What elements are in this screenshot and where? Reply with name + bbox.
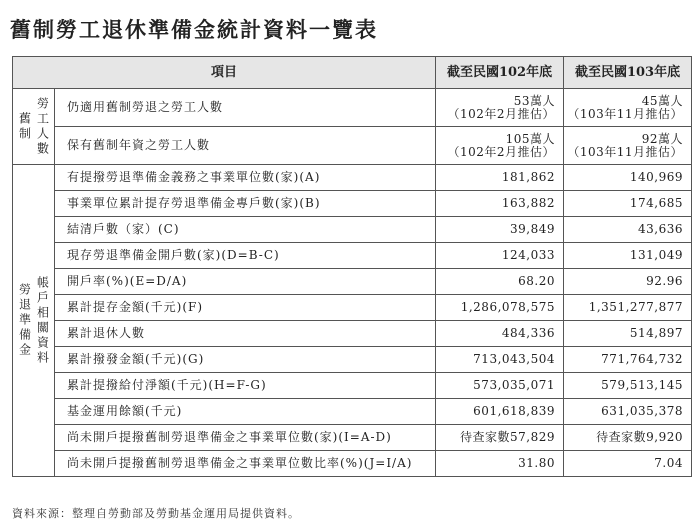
row-value-102: 53萬人 （102年2月推估） bbox=[436, 89, 564, 127]
row-value-102: 68.20 bbox=[436, 269, 564, 295]
row-item: 累計提存金額(千元)(F) bbox=[55, 295, 436, 321]
row-value-103: 45萬人 （103年11月推估） bbox=[564, 89, 692, 127]
table-row bbox=[13, 243, 692, 269]
row-value-103: 7.04 bbox=[564, 451, 692, 477]
group-label-part: 帳戶相關資料 bbox=[35, 275, 50, 366]
row-value-103: 771,764,732 bbox=[564, 347, 692, 373]
statistics-table bbox=[12, 56, 692, 477]
row-value-103: 140,969 bbox=[564, 165, 692, 191]
source-note: 資料來源：整理自勞動部及勞動基金運用局提供資料。 bbox=[12, 507, 300, 520]
row-value-102: 163,882 bbox=[436, 191, 564, 217]
row-item: 仍適用舊制勞退之勞工人數 bbox=[55, 89, 436, 127]
table-row bbox=[13, 89, 692, 127]
row-value-102: 713,043,504 bbox=[436, 347, 564, 373]
table-row bbox=[13, 127, 692, 165]
group-label-part: 舊制 bbox=[17, 111, 32, 142]
group-label-part: 勞工人數 bbox=[35, 96, 50, 157]
header-col-102: 截至民國102年底 bbox=[436, 57, 564, 89]
row-value-102: 601,618,839 bbox=[436, 399, 564, 425]
row-value-103: 631,035,378 bbox=[564, 399, 692, 425]
group-label-accounts bbox=[13, 165, 55, 477]
row-item: 現存勞退準備金開戶數(家)(D=B-C) bbox=[55, 243, 436, 269]
row-item: 事業單位累計提存勞退準備金專戶數(家)(B) bbox=[55, 191, 436, 217]
row-value-103: 131,049 bbox=[564, 243, 692, 269]
row-value-102: 1,286,078,575 bbox=[436, 295, 564, 321]
row-value-102: 181,862 bbox=[436, 165, 564, 191]
table-row bbox=[13, 373, 692, 399]
row-value-103: 514,897 bbox=[564, 321, 692, 347]
table-header-row bbox=[13, 57, 692, 89]
row-item: 開戶率(%)(E=D/A) bbox=[55, 269, 436, 295]
row-value-102: 105萬人 （102年2月推估） bbox=[436, 127, 564, 165]
table-row bbox=[13, 191, 692, 217]
table-row bbox=[13, 451, 692, 477]
group-label-part: 勞退準備金 bbox=[17, 283, 32, 358]
table-row bbox=[13, 217, 692, 243]
row-item: 基金運用餘額(千元) bbox=[55, 399, 436, 425]
row-value-102: 待查家數57,829 bbox=[436, 425, 564, 451]
row-value-103: 43,636 bbox=[564, 217, 692, 243]
row-value-103: 579,513,145 bbox=[564, 373, 692, 399]
table-row bbox=[13, 295, 692, 321]
row-value-103: 92.96 bbox=[564, 269, 692, 295]
row-item: 有提撥勞退準備金義務之事業單位數(家)(A) bbox=[55, 165, 436, 191]
header-col-103: 截至民國103年底 bbox=[564, 57, 692, 89]
row-item: 保有舊制年資之勞工人數 bbox=[55, 127, 436, 165]
row-item: 尚未開戶提撥舊制勞退準備金之事業單位數(家)(I=A-D) bbox=[55, 425, 436, 451]
row-value-103: 待查家數9,920 bbox=[564, 425, 692, 451]
table-row bbox=[13, 425, 692, 451]
group-label-workers bbox=[13, 89, 55, 165]
row-value-102: 31.80 bbox=[436, 451, 564, 477]
row-value-103: 174,685 bbox=[564, 191, 692, 217]
row-value-102: 484,336 bbox=[436, 321, 564, 347]
row-item: 尚未開戶提撥舊制勞退準備金之事業單位數比率(%)(J=I/A) bbox=[55, 451, 436, 477]
header-item: 項目 bbox=[13, 57, 436, 89]
row-item: 結清戶數（家）(C) bbox=[55, 217, 436, 243]
row-value-102: 124,033 bbox=[436, 243, 564, 269]
row-value-102: 573,035,071 bbox=[436, 373, 564, 399]
row-item: 累計退休人數 bbox=[55, 321, 436, 347]
table-row bbox=[13, 399, 692, 425]
row-value-103: 92萬人 （103年11月推估） bbox=[564, 127, 692, 165]
table-row bbox=[13, 321, 692, 347]
row-value-102: 39,849 bbox=[436, 217, 564, 243]
row-value-103: 1,351,277,877 bbox=[564, 295, 692, 321]
table-row bbox=[13, 347, 692, 373]
table-row bbox=[13, 269, 692, 295]
table-row bbox=[13, 165, 692, 191]
row-item: 累計提撥給付淨額(千元)(H=F-G) bbox=[55, 373, 436, 399]
row-item: 累計撥發金額(千元)(G) bbox=[55, 347, 436, 373]
page-title: 舊制勞工退休準備金統計資料一覽表 bbox=[10, 17, 378, 42]
